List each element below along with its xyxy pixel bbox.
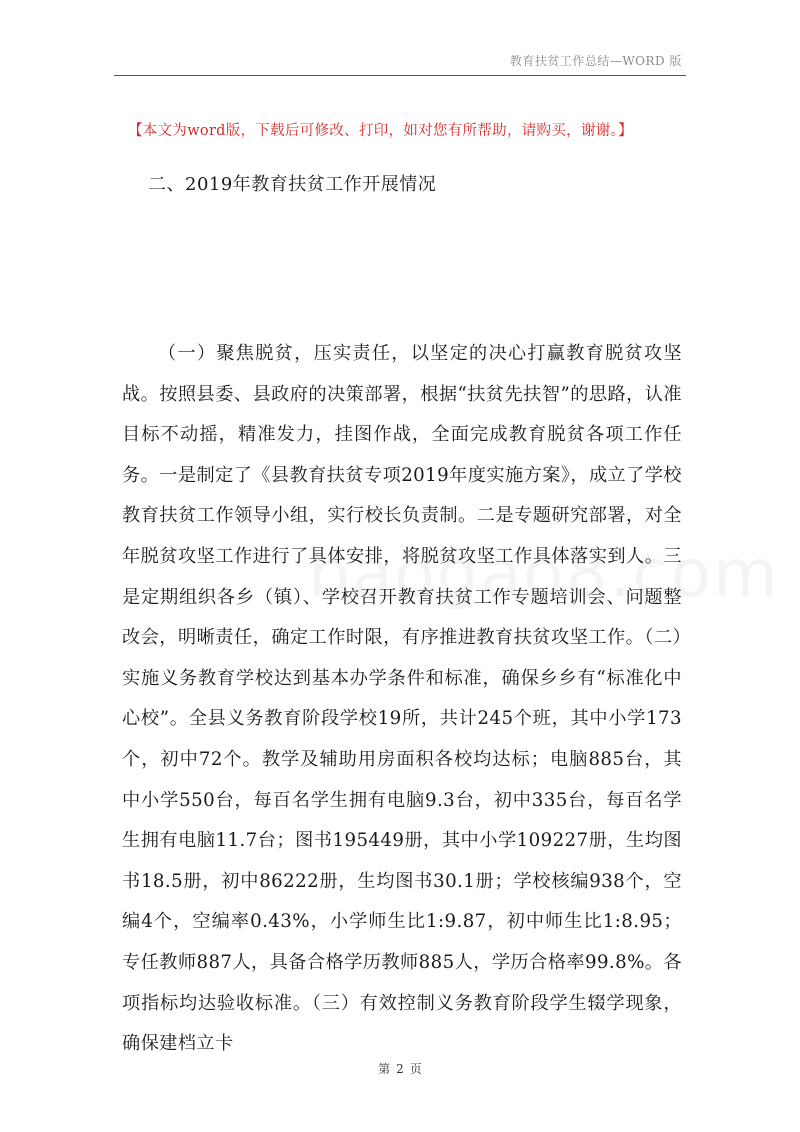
- page-number: 2: [396, 1062, 404, 1076]
- body-paragraph: （一）聚焦脱贫，压实责任，以坚定的决心打赢教育脱贫攻坚战。按照县委、县政府的决策部署，根据“扶贫先扶智”的思路，认准目标不动摇，精准发力，挂图作战，全面完成教育脱贫各项工作任务。一是制定了《县教育扶贫专项2019年度实施方案》，成立了学校教育扶贫工作领导小组，实行校长负责制。二是专题研究部署，对全年脱贫攻坚工作进行了具体安排，将脱贫攻坚工作具体落实到人。三是定期组织各乡（镇）、学校召开教育扶贫工作专题培训会、问题整改会，明晰责任，确定工作时限，有序推进教育扶贫攻坚工作。（二）实施义务教育学校达到基本办学条件和标准，确保乡乡有“标准化中心校”。全县义务教育阶段学校19所，共计245个班，其中小学173个，初中72个。教学及辅助用房面积各校均达标；电脑885台，其中小学550台，每百名学生拥有电脑9.3台，初中335台，每百名学生拥有电脑11.7台；图书195449册，其中小学109227册，生均图书18.5册，初中86222册，生均图书30.1册；学校核编938个，空编4个，空编率0.43%，小学师生比1:9.87，初中师生比1:8.95；专任教师887人，具备合格学历教师885人，学历合格率99.8%。各项指标均达验收标准。（三）有效控制义务教育阶段学生辍学现象，确保建档立卡: [122, 343, 682, 1055]
- running-header: 教育扶贫工作总结—WORD 版: [509, 54, 682, 68]
- page-footer: [0, 1060, 800, 1077]
- download-notice: 【本文为word版，下载后可修改、打印，如对您有所帮助，请购买，谢谢。】: [128, 123, 633, 139]
- footer-prefix: 第: [378, 1062, 391, 1076]
- footer-suffix: 页: [409, 1062, 422, 1076]
- section-heading: 二、2019年教育扶贫工作开展情况: [148, 174, 437, 195]
- header-divider: [114, 75, 686, 76]
